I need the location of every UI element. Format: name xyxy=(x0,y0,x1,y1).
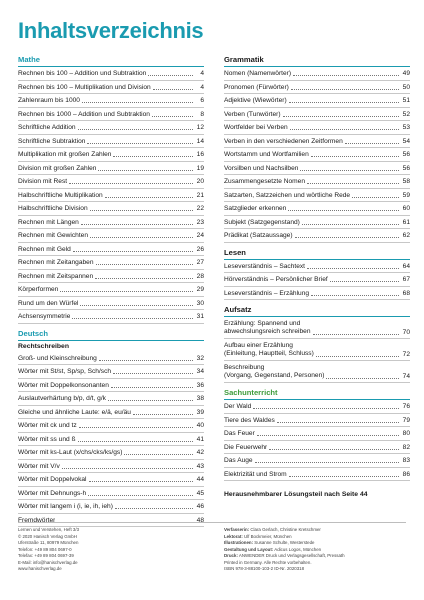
dot-leader xyxy=(95,278,193,279)
toc-entry-title: Halbschriftliche Division xyxy=(18,205,88,212)
dot-leader xyxy=(81,224,193,225)
toc-entry xyxy=(18,189,204,203)
toc-entry xyxy=(18,229,204,243)
dot-leader xyxy=(326,378,399,379)
imprint-line: Telefon: +49 89 804 0697-0 xyxy=(18,546,72,552)
dot-leader xyxy=(80,305,193,306)
toc-entry-page-number: 32 xyxy=(196,354,204,362)
dot-leader xyxy=(111,387,193,388)
dot-leader xyxy=(313,334,399,335)
toc-entry xyxy=(18,460,204,474)
toc-entry xyxy=(18,175,204,189)
toc-entry-page-number: 45 xyxy=(196,489,204,497)
toc-entry-title: Wörter mit Doppelkonsonanten xyxy=(18,381,109,389)
dot-leader xyxy=(72,318,193,319)
credit-text: Susanne Schulte, Westerstede xyxy=(254,540,315,545)
dot-leader xyxy=(69,183,193,184)
toc-entry-title: Division mit großen Zahlen xyxy=(18,164,97,172)
dot-leader xyxy=(90,237,193,238)
toc-entry-page-number: 50 xyxy=(402,83,410,91)
dot-leader xyxy=(330,281,399,282)
toc-entry-title: Rechnen bis 100 – Multiplikation und Division xyxy=(18,83,151,91)
dot-leader xyxy=(300,170,399,171)
toc-entry-page-number: 41 xyxy=(196,435,204,443)
toc-entry-title: Prädikat (Satzaussage) xyxy=(224,232,293,239)
toc-entry xyxy=(224,148,410,162)
dot-leader xyxy=(108,400,193,401)
toc-entry-page-number: 16 xyxy=(196,151,204,158)
toc-entry-page-number: 34 xyxy=(196,368,204,375)
dot-leader xyxy=(124,454,193,455)
credit-text: Adicus Logos, München xyxy=(274,546,322,552)
toc-entry-page-number: 42 xyxy=(196,449,204,456)
dot-leader xyxy=(96,264,193,265)
dot-leader xyxy=(316,356,399,357)
imprint-publisher xyxy=(18,527,218,573)
toc-entry xyxy=(18,379,204,393)
credit-label: Lektorat: xyxy=(224,533,243,539)
section-heading-aufsatz: Aufsatz xyxy=(224,305,252,314)
toc-entry xyxy=(18,216,204,230)
toc-entry-page-number: 86 xyxy=(402,470,410,478)
toc-entry-title: Pronomen (Fürwörter) xyxy=(224,83,289,91)
toc-entry xyxy=(224,414,410,428)
toc-entry-page-number: 68 xyxy=(402,289,410,297)
section-heading-sachunterricht: Sachunterricht xyxy=(224,388,278,397)
toc-entry-title: Wörter mit ss und ß xyxy=(18,435,76,443)
toc-entry xyxy=(224,189,410,203)
credit-text: ANWENDER Druck und Verlagsgesellschaft, Pressath xyxy=(238,553,345,558)
toc-entry xyxy=(18,67,204,81)
toc-entry-title: Gleiche und ähnliche Laute: e/ä, eu/äu xyxy=(18,408,131,416)
toc-entry-page-number: 31 xyxy=(196,313,204,320)
toc-entry-title: Fremdwörter xyxy=(18,516,56,524)
toc-entry-page-number: 27 xyxy=(196,259,204,266)
dot-leader xyxy=(257,435,399,436)
dot-leader xyxy=(60,291,193,292)
toc-entry-page-number: 44 xyxy=(196,476,204,483)
toc-entry-page-number: 40 xyxy=(196,422,204,429)
dot-leader xyxy=(152,116,193,117)
dot-leader xyxy=(255,462,399,463)
toc-entry-title: Groß- und Kleinschreibung xyxy=(18,354,97,362)
toc-entry-title: Wortstamm und Wortfamilien xyxy=(224,151,309,158)
section-heading-mathe: Mathe xyxy=(18,55,40,64)
toc-entry-page-number: 70 xyxy=(402,328,410,336)
credit-label: Verfasserin: xyxy=(224,527,250,532)
toc-entry-title: Satzarten, Satzzeichen und wörtliche Rede xyxy=(224,191,351,199)
toc-entry-page-number: 58 xyxy=(402,178,410,185)
toc-entry-title: (Einleitung, Hauptteil, Schluss) xyxy=(224,350,314,357)
toc-entry-page-number: 49 xyxy=(402,70,410,77)
toc-entry-title: Vorsilben und Nachsilben xyxy=(224,164,299,172)
toc-entry-page-number: 80 xyxy=(402,430,410,437)
subsection-heading-rechtschreiben: Rechtschreiben xyxy=(18,342,69,350)
dot-leader xyxy=(62,468,193,469)
toc-entry-title: Rechnen bis 1000 – Addition und Subtraktion xyxy=(18,110,150,118)
toc-entry-page-number: 82 xyxy=(402,443,410,451)
credit-text: Clara Gerlach, Christine Kretschmer xyxy=(250,527,321,532)
toc-entry xyxy=(224,441,410,455)
dot-leader xyxy=(148,75,193,76)
credit-line xyxy=(224,566,414,573)
section-heading-grammatik: Grammatik xyxy=(224,55,264,64)
toc-entry xyxy=(18,433,204,447)
imprint-line: Lernen und Verstehen, Heft 3/3 xyxy=(18,527,80,532)
toc-entry-page-number: 4 xyxy=(200,83,204,91)
toc-entry-title: Adjektive (Wiewörter) xyxy=(224,97,287,104)
dot-leader xyxy=(113,156,193,157)
imprint-line: Uferstraße 11, 80979 München xyxy=(18,540,79,545)
dot-leader xyxy=(78,441,193,442)
toc-entry-title: Rechnen mit Zeitspannen xyxy=(18,272,94,280)
toc-entry xyxy=(18,365,204,379)
imprint-line: Telefax: +49 89 804 0697-39 xyxy=(18,553,74,558)
toc-entry-page-number: 4 xyxy=(200,70,204,77)
dot-leader xyxy=(98,170,193,171)
toc-entry-page-number: 19 xyxy=(196,164,204,172)
dot-leader xyxy=(311,156,399,157)
toc-entry xyxy=(224,454,410,468)
toc-entry xyxy=(18,135,204,149)
dot-leader xyxy=(289,476,399,477)
toc-entry-title: Wörter mit Doppelvokal xyxy=(18,476,87,483)
toc-left-column xyxy=(18,55,204,527)
dot-leader xyxy=(311,295,399,296)
toc-entry-title: Rechnen mit Zeitangaben xyxy=(18,259,94,266)
toc-entry-page-number: 28 xyxy=(196,272,204,280)
toc-entry-title: Achsensymmetrie xyxy=(18,313,71,320)
toc-entry-title: Leseverständnis – Sachtext xyxy=(224,262,306,270)
toc-entry-page-number: 64 xyxy=(402,262,410,270)
dot-leader xyxy=(295,237,399,238)
toc-entry-title: Aufbau einer Erzählung xyxy=(224,341,293,349)
toc-entry-page-number: 59 xyxy=(402,191,410,199)
toc-right-column xyxy=(224,55,410,499)
toc-entry-title: Beschreibung xyxy=(224,363,265,371)
toc-list-grammatik xyxy=(224,67,410,243)
toc-entry-title: abwechslungsreich schreiben xyxy=(224,328,311,335)
toc-entry-title: Elektrizität und Strom xyxy=(224,470,287,478)
toc-entry xyxy=(224,162,410,176)
dot-leader xyxy=(113,373,193,374)
toc-entry-title: Rund um den Würfel xyxy=(18,299,79,307)
toc-entry-page-number: 54 xyxy=(402,137,410,145)
toc-entry xyxy=(18,108,204,122)
toc-entry-page-number: 61 xyxy=(402,218,410,226)
loesungsteil-note: Herausnehmbarer Lösungsteil nach Seite 44 xyxy=(224,491,368,498)
toc-entry-page-number: 52 xyxy=(402,110,410,118)
dot-leader xyxy=(99,360,193,361)
toc-entry-title: Zahlenraum bis 1000 xyxy=(18,97,80,104)
toc-list-rechtschreiben xyxy=(18,352,204,528)
dot-leader xyxy=(253,408,399,409)
toc-entry xyxy=(18,283,204,297)
toc-entry xyxy=(18,148,204,162)
toc-entry-page-number: 29 xyxy=(196,286,204,293)
toc-entry xyxy=(224,121,410,135)
credit-text: Printed in Germany. Alle Rechte vorbehalten. xyxy=(224,559,312,565)
dot-leader xyxy=(307,183,399,184)
toc-entry xyxy=(18,514,204,528)
toc-entry-page-number: 38 xyxy=(196,395,204,402)
toc-entry-page-number: 26 xyxy=(196,245,204,253)
page-title: Inhaltsverzeichnis xyxy=(18,18,204,43)
toc-entry xyxy=(224,81,410,95)
credit-label: Illustrationen: xyxy=(224,540,254,545)
toc-entry xyxy=(18,243,204,257)
toc-entry-title: Erzählung: Spannend und xyxy=(224,319,301,327)
toc-entry xyxy=(18,473,204,487)
toc-entry xyxy=(18,297,204,311)
toc-entry-title: Hörverständnis – Persönlicher Brief xyxy=(224,276,328,283)
toc-entry-title: Satzglieder erkennen xyxy=(224,205,287,212)
toc-entry xyxy=(18,419,204,433)
toc-entry-title: Wörter mit langem i (i, ie, ih, ieh) xyxy=(18,503,113,510)
toc-entry-page-number: 60 xyxy=(402,205,410,212)
toc-entry xyxy=(224,202,410,216)
toc-entry xyxy=(224,94,410,108)
section-heading-deutsch: Deutsch xyxy=(18,328,48,338)
toc-entry-page-number: 14 xyxy=(196,137,204,145)
toc-list-lesen xyxy=(224,260,410,301)
toc-entry-page-number: 6 xyxy=(200,97,204,104)
toc-entry-page-number: 53 xyxy=(402,124,410,131)
dot-leader xyxy=(269,449,399,450)
toc-entry-title: Leseverständnis – Erzählung xyxy=(224,289,310,297)
dot-leader xyxy=(89,481,193,482)
imprint-line: © 2020 Hanisch Verlag GmbH xyxy=(18,533,77,539)
imprint-line: www.hanischverlag.de xyxy=(18,566,62,571)
toc-entry-title: Wörter mit V/v xyxy=(18,462,60,470)
toc-entry xyxy=(18,406,204,420)
section-divider xyxy=(18,340,204,341)
toc-entry-title: Verben in den verschiedenen Zeitformen xyxy=(224,137,343,145)
toc-entry-title: Subjekt (Satzgegenstand) xyxy=(224,218,300,226)
toc-entry-title: Der Wald xyxy=(224,403,252,410)
toc-entry-title: Verben (Tunwörter) xyxy=(224,110,281,118)
imprint-line: E-Mail: info@hanischverlag.de xyxy=(18,559,78,565)
toc-entry xyxy=(224,175,410,189)
toc-entry xyxy=(224,260,410,274)
toc-entry xyxy=(18,310,204,324)
toc-entry-title: (Vorgang, Gegenstand, Personen) xyxy=(224,372,325,379)
toc-entry-page-number: 30 xyxy=(196,299,204,307)
toc-entry xyxy=(224,317,410,339)
toc-entry-title: Schriftliche Subtraktion xyxy=(18,137,86,145)
imprint-credits xyxy=(224,527,414,573)
dot-leader xyxy=(291,89,399,90)
toc-entry xyxy=(224,108,410,122)
toc-entry-page-number: 51 xyxy=(402,97,410,104)
dot-leader xyxy=(88,495,193,496)
toc-entry xyxy=(224,400,410,414)
toc-entry-title: Tiere des Waldes xyxy=(224,416,275,424)
dot-leader xyxy=(277,422,399,423)
dot-leader xyxy=(115,508,193,509)
credit-text: ISBN 978-3-88100-103-2 ID-Nr. 2020318 xyxy=(224,566,305,571)
toc-entry xyxy=(224,216,410,230)
dot-leader xyxy=(87,143,193,144)
dot-leader xyxy=(345,143,399,144)
toc-entry-page-number: 39 xyxy=(196,408,204,416)
toc-entry-title: Multiplikation mit großen Zahlen xyxy=(18,151,112,158)
credit-text: Ulf Bockmeier, München xyxy=(244,533,292,539)
toc-entry xyxy=(224,427,410,441)
dot-leader xyxy=(73,251,193,252)
toc-entry-page-number: 46 xyxy=(196,503,204,510)
toc-entry xyxy=(18,162,204,176)
dot-leader xyxy=(352,197,399,198)
dot-leader xyxy=(78,129,193,130)
dot-leader xyxy=(153,89,193,90)
toc-entry-title: Das Feuer xyxy=(224,430,255,437)
toc-entry xyxy=(224,339,410,361)
toc-entry-page-number: 83 xyxy=(402,457,410,464)
toc-entry xyxy=(18,94,204,108)
toc-entry xyxy=(18,270,204,284)
dot-leader xyxy=(133,414,193,415)
toc-entry-title: Schriftliche Addition xyxy=(18,124,76,131)
toc-entry-page-number: 74 xyxy=(402,372,410,380)
toc-entry-page-number: 36 xyxy=(196,381,204,389)
dot-leader xyxy=(290,129,399,130)
toc-entry-title: Wortfelder bei Verben xyxy=(224,124,288,131)
toc-entry-page-number: 48 xyxy=(196,516,204,524)
toc-entry xyxy=(224,135,410,149)
toc-list-aufsatz xyxy=(224,317,410,383)
toc-entry-page-number: 72 xyxy=(402,350,410,358)
toc-entry xyxy=(18,352,204,366)
toc-entry xyxy=(18,202,204,216)
toc-entry-title: Division mit Rest xyxy=(18,178,68,185)
dot-leader xyxy=(293,75,399,76)
toc-entry xyxy=(224,361,410,383)
toc-entry-page-number: 43 xyxy=(196,462,204,470)
toc-entry xyxy=(224,273,410,287)
toc-entry-title: Halbschriftliche Multiplikation xyxy=(18,191,103,199)
dot-leader xyxy=(82,102,193,103)
toc-entry xyxy=(224,287,410,301)
toc-entry-page-number: 56 xyxy=(402,164,410,172)
toc-entry-title: Körperformen xyxy=(18,286,59,293)
toc-entry-page-number: 20 xyxy=(196,178,204,185)
toc-entry xyxy=(18,121,204,135)
toc-entry xyxy=(18,500,204,514)
toc-entry-title: Zusammengesetzte Nomen xyxy=(224,178,305,185)
toc-entry xyxy=(224,468,410,482)
toc-entry xyxy=(224,229,410,243)
toc-entry-title: Rechnen mit Längen xyxy=(18,218,79,226)
toc-entry-title: Wörter mit ck und tz xyxy=(18,422,77,429)
toc-entry-page-number: 56 xyxy=(402,151,410,158)
dot-leader xyxy=(90,210,193,211)
toc-entry-title: Nomen (Namenwörter) xyxy=(224,70,292,77)
dot-leader xyxy=(302,224,399,225)
footer-divider xyxy=(18,522,406,523)
toc-entry-title: Wörter mit ks-Laut (x/chs/cks/ks/gs) xyxy=(18,449,123,456)
toc-entry xyxy=(18,487,204,501)
toc-entry-page-number: 62 xyxy=(402,232,410,239)
section-heading-lesen: Lesen xyxy=(224,247,246,257)
toc-entry xyxy=(224,67,410,81)
toc-entry xyxy=(18,392,204,406)
dot-leader xyxy=(307,268,399,269)
toc-entry-title: Wörter mit St/st, Sp/sp, Sch/sch xyxy=(18,368,112,375)
dot-leader xyxy=(79,427,193,428)
toc-entry-title: Rechnen bis 100 – Addition und Subtraktion xyxy=(18,70,147,77)
toc-entry-title: Rechnen mit Geld xyxy=(18,245,71,253)
toc-list-sachunterricht xyxy=(224,400,410,481)
toc-entry-title: Das Auge xyxy=(224,457,253,464)
credit-label: Druck: xyxy=(224,553,238,558)
toc-entry-title: Die Feuerwehr xyxy=(224,443,268,451)
toc-entry-page-number: 24 xyxy=(196,232,204,239)
dot-leader xyxy=(105,197,193,198)
toc-entry xyxy=(18,81,204,95)
dot-leader xyxy=(288,210,399,211)
toc-entry-page-number: 12 xyxy=(196,124,204,131)
toc-entry-page-number: 67 xyxy=(402,276,410,283)
toc-entry-page-number: 23 xyxy=(196,218,204,226)
toc-entry-page-number: 8 xyxy=(200,110,204,118)
toc-entry-title: Rechnen mit Gewichten xyxy=(18,232,89,239)
toc-entry-title: Wörter mit Dehnungs-h xyxy=(18,489,87,497)
toc-entry xyxy=(18,256,204,270)
dot-leader xyxy=(289,102,399,103)
toc-entry-page-number: 76 xyxy=(402,403,410,410)
toc-entry-title: Auslautverhärtung b/p, d/t, g/k xyxy=(18,395,106,402)
toc-entry-page-number: 79 xyxy=(402,416,410,424)
toc-entry-page-number: 21 xyxy=(196,191,204,199)
toc-entry xyxy=(18,446,204,460)
toc-list-mathe xyxy=(18,67,204,324)
credit-label: Gestaltung und Layout: xyxy=(224,546,274,552)
dot-leader xyxy=(283,116,399,117)
toc-entry-page-number: 22 xyxy=(196,205,204,212)
